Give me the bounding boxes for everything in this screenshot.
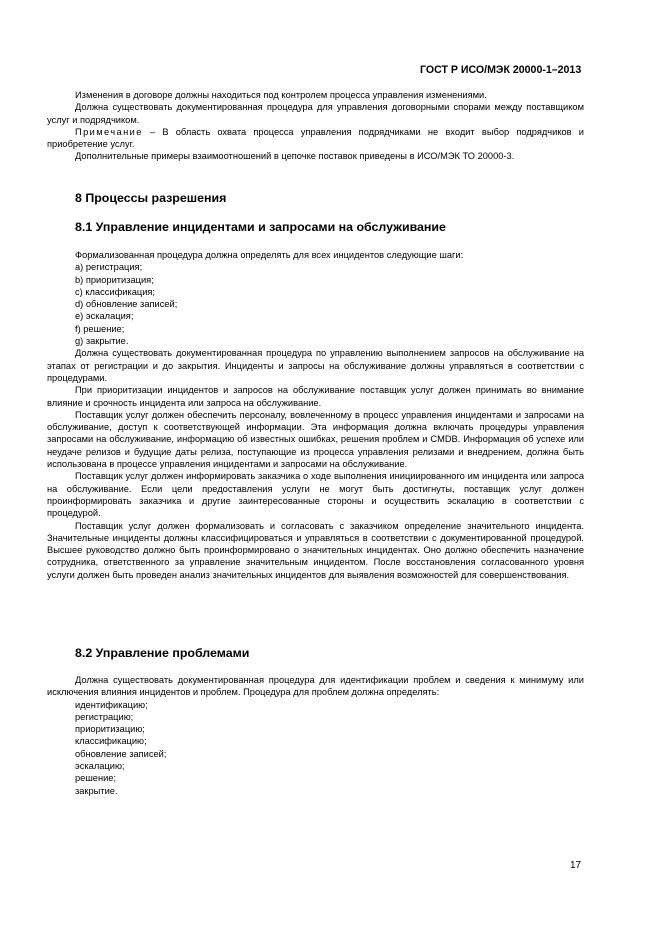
list-item: обновление записей;	[75, 748, 167, 759]
paragraph: Поставщик услуг должен информировать заказчика о ходе выполнения инициированного им инцидента или запроса на обслуживание. Если цели предоставления услуги не могут быть достигнуты, поставщик услуг должен проинформировать заказчика и другие заинтересованные стороны и осуществить эскалацию в соответствии с процедурой.	[47, 471, 584, 519]
list-item: закрытие.	[75, 785, 118, 796]
intro-block	[47, 89, 584, 163]
paragraph: Формализованная процедура должна определять для всех инцидентов следующие шаги:	[75, 250, 464, 260]
steps-list	[47, 261, 584, 347]
list-item: классификацию;	[75, 736, 147, 747]
list-item: a) регистрация;	[75, 262, 143, 273]
list-item: решение;	[75, 773, 117, 784]
subsection-heading: 8.2 Управление проблемами	[75, 646, 250, 660]
paragraph: Поставщик услуг должен обеспечить персоналу, вовлеченному в процесс управления инцидентами и запросами на обслуживание, доступ к соответствующей информации. Эта информация должна включать процедуры управления запросами на обслуживание, информацию об известных ошибках, решения проблем и CMDB. Информация об успехе или неудаче релизов и будущие даты релиза, поступающие из процесса управления релизами и внедрением, должна быть использована в процессе управления инцидентами и запросами на обслуживание.	[47, 409, 584, 470]
paragraph: Должна существовать документированная процедура для идентификации проблем и сведения к минимуму или исключения влияния инцидентов и проблем. Процедура для проблем должна определять:	[47, 675, 584, 698]
subsection-heading: 8.1 Управление инцидентами и запросами на обслуживание	[75, 220, 446, 234]
problem-steps-list	[47, 699, 584, 797]
section-8-2-heading-block	[47, 647, 584, 659]
paragraph: Изменения в договоре должны находиться под контролем процесса управления изменениями.	[75, 90, 487, 100]
section-8-heading-block	[47, 192, 584, 204]
section-8-1-body	[47, 249, 584, 581]
section-8-1-heading-block	[47, 221, 584, 233]
document-header-code: ГОСТ Р ИСО/МЭК 20000-1–2013	[420, 64, 582, 76]
section-heading: 8 Процессы разрешения	[75, 191, 227, 205]
note-label: Примечание	[75, 126, 143, 137]
list-item: g) закрытие.	[75, 336, 129, 347]
paragraph: Дополнительные примеры взаимоотношений в цепочке поставок приведены в ИСО/МЭК ТО 20000-3.	[75, 151, 515, 162]
page-number: 17	[570, 860, 582, 871]
paragraph: Должна существовать документированная процедура для управления договорными спорами между поставщиком услуг и подрядчиком.	[47, 102, 584, 125]
list-item: c) классификация;	[75, 286, 156, 297]
list-item: регистрацию;	[75, 711, 134, 722]
list-item: приоритизацию;	[75, 724, 145, 735]
paragraph: Поставщик услуг должен формализовать и согласовать с заказчиком определение значительного инцидента. Значительные инциденты должны классифицироваться и управляться в соответствии с документированной процедурой. Высшее руководство должно быть проинформировано о значительных инцидентах. Оно должно обеспечить назначение сотрудника, ответственного за управление значительным инцидентом. После восстановления согласованного уровня услуги должен быть проведен анализ значительных инцидентов для выявления возможностей для совершенствования.	[47, 520, 584, 580]
list-item: идентификацию;	[75, 699, 148, 710]
paragraph: При приоритизации инцидентов и запросов на обслуживание поставщик услуг должен принимать во внимание влияние и срочность инцидента или запроса на обслуживание.	[47, 385, 584, 408]
list-item: b) приоритизация;	[75, 274, 154, 285]
list-item: f) решение;	[75, 323, 125, 334]
paragraph: Должна существовать документированная процедура по управлению выполнением запросов на обслуживание на этапах от регистрации и до закрытия. Инциденты и запросы на обслуживание должны управляться в соответствии с процедурами.	[47, 348, 584, 383]
section-8-2-body	[47, 674, 584, 797]
list-item: d) обновление записей;	[75, 299, 178, 310]
list-item: эскалацию;	[75, 761, 125, 772]
list-item: e) эскалация;	[75, 311, 134, 322]
note-paragraph	[47, 126, 584, 151]
note-text: – В область охвата процесса управления подрядчиками не входит выбор подрядчиков и приобретение услуг.	[47, 126, 584, 150]
